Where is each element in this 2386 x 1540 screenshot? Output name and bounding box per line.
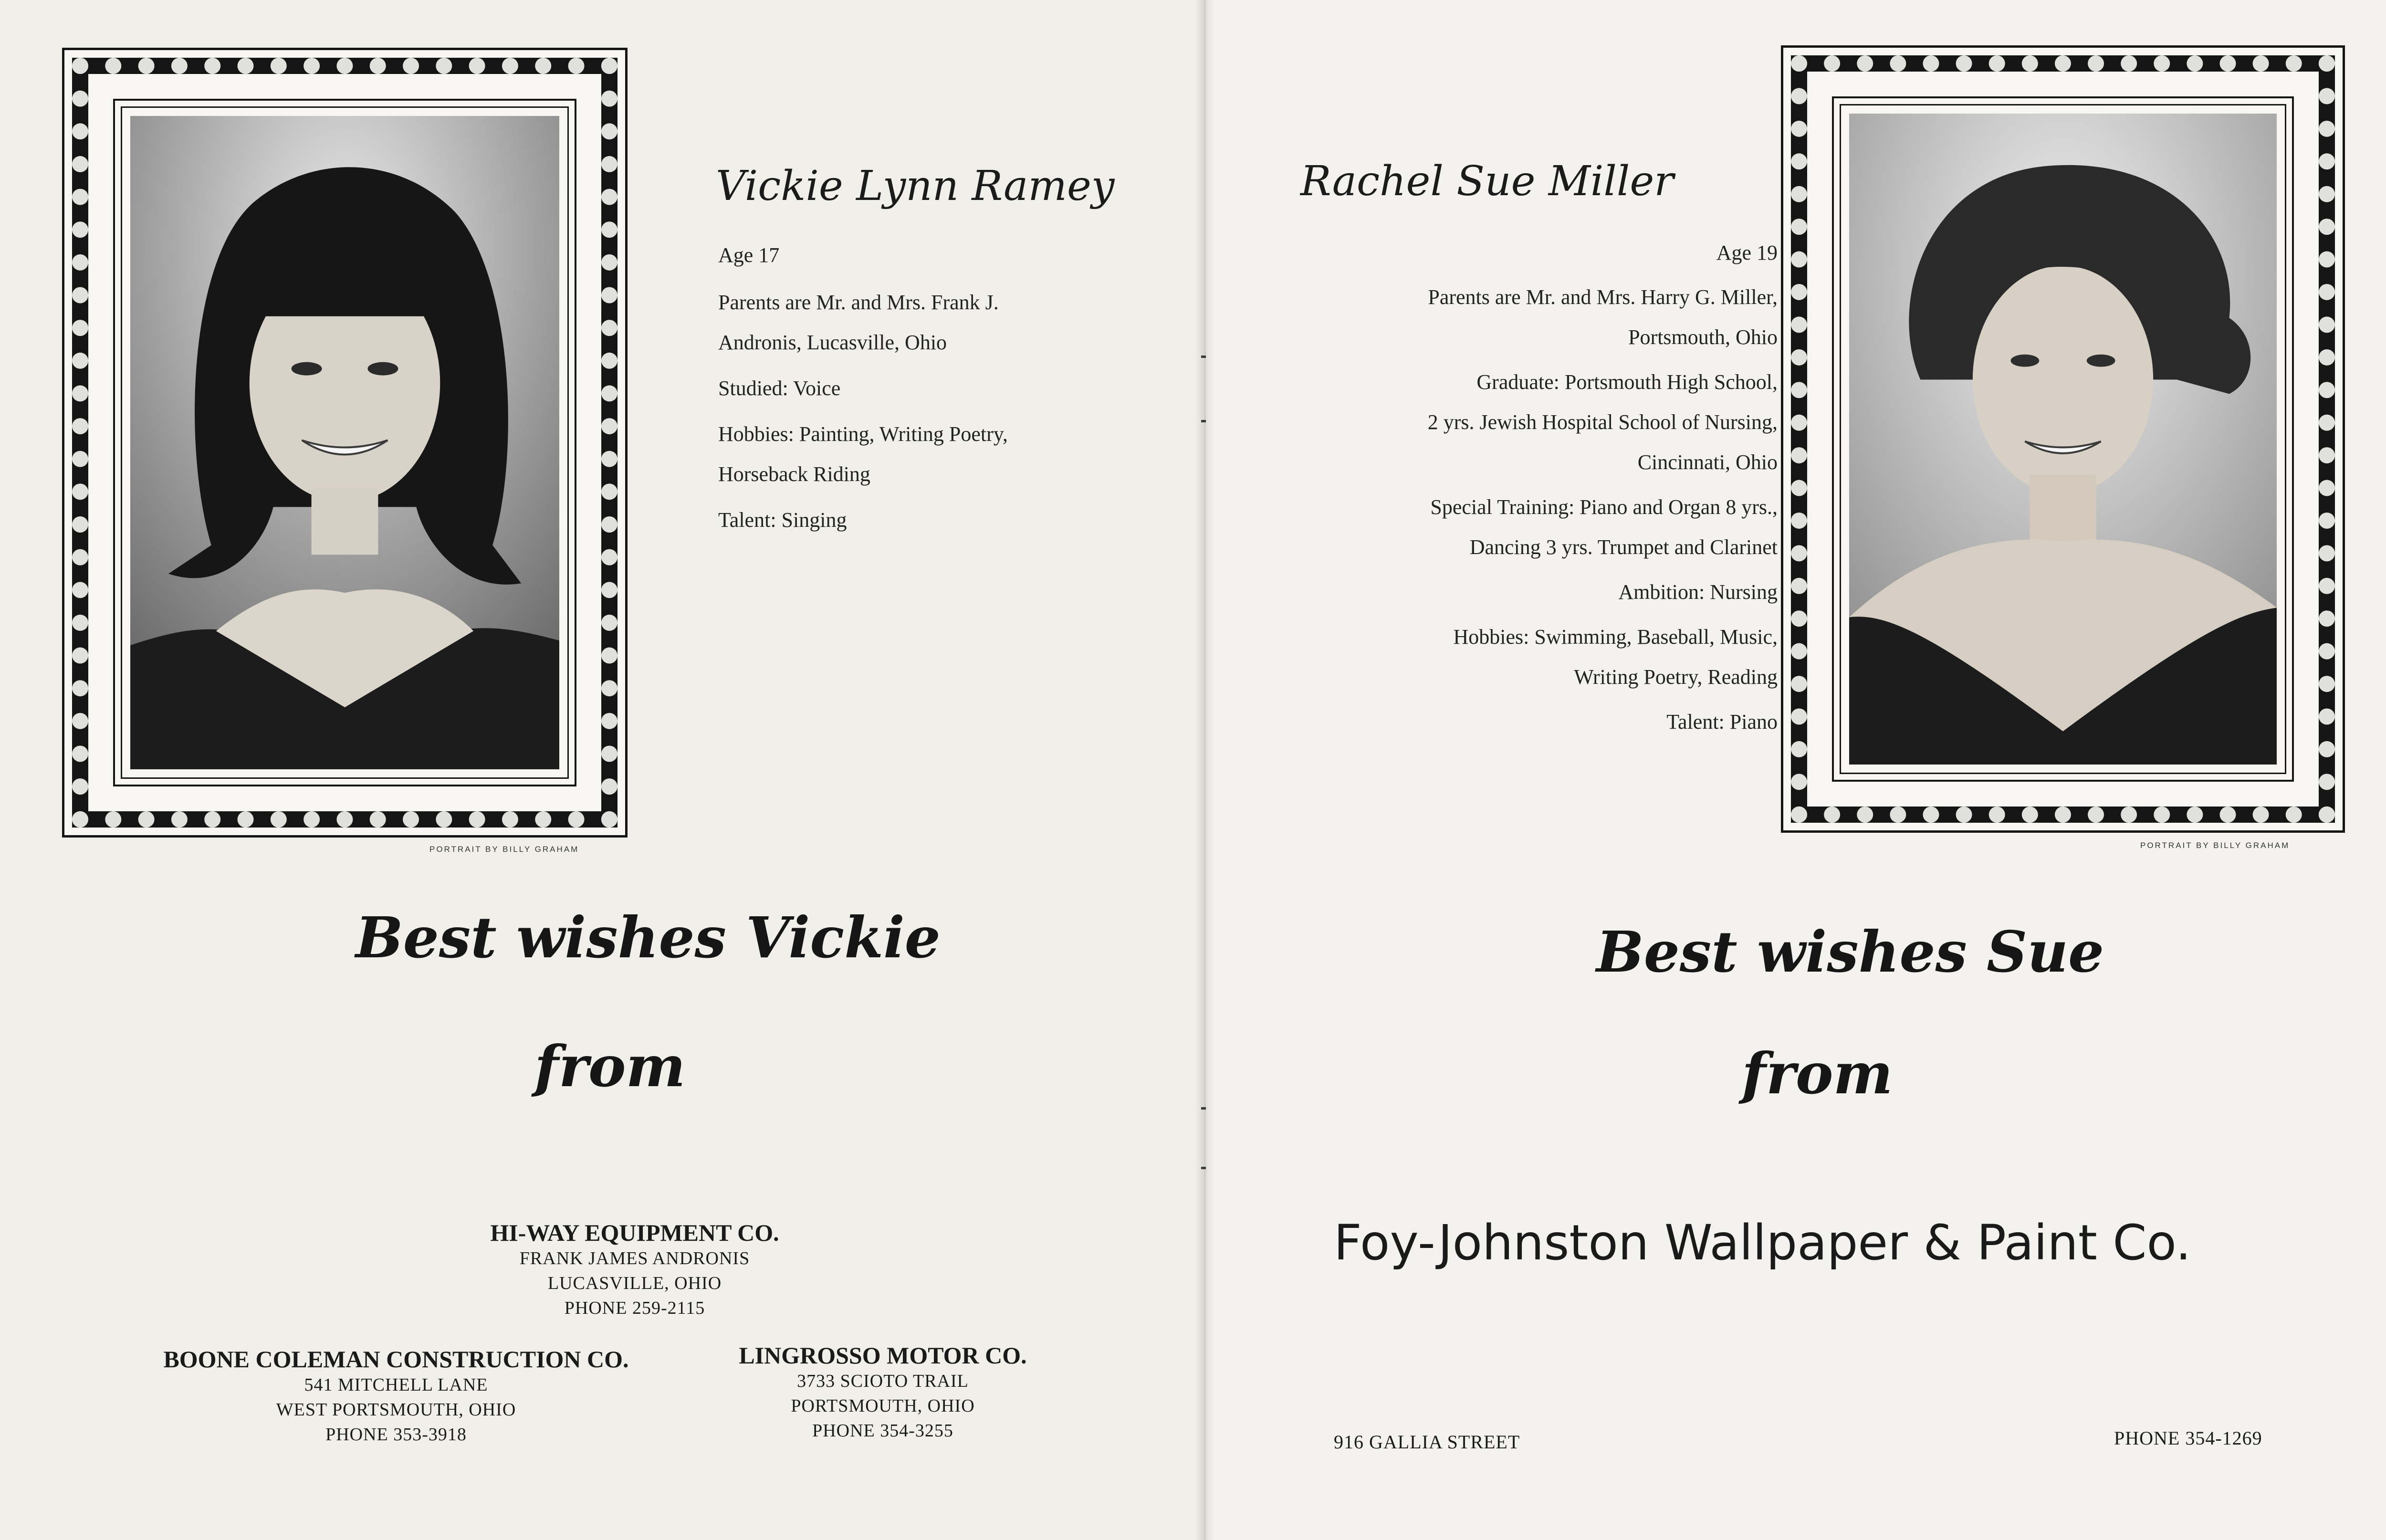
sponsor-line: PHONE 353-3918: [325, 1425, 467, 1445]
sponsor-line: 541 MITCHELL LANE: [304, 1375, 488, 1395]
contestant-name-right: Rachel Sue Miller: [1300, 157, 1674, 205]
portrait-vickie-icon: [130, 116, 559, 769]
bio-line: Hobbies: Painting, Writing Poetry,: [718, 422, 1008, 446]
age-right: Age 19: [1716, 241, 1778, 264]
photo-credit-left: PORTRAIT BY BILLY GRAHAM: [429, 845, 579, 854]
sponsor-hiway: [420, 1219, 849, 1320]
bio-line: Cincinnati, Ohio: [1637, 450, 1778, 474]
portrait-photo-icon: [1849, 114, 2277, 765]
sponsor-line: 3733 SCIOTO TRAIL: [797, 1371, 969, 1391]
age-left: Age 17: [718, 243, 780, 267]
best-wishes-left: Best wishes Vickie: [356, 904, 941, 971]
bio-line: Horseback Riding: [718, 462, 870, 486]
staple-icon: [1201, 356, 1206, 358]
sponsor-line: FRANK JAMES ANDRONIS: [519, 1248, 750, 1268]
bio-line: Hobbies: Swimming, Baseball, Music,: [1453, 625, 1778, 649]
bio-line: Andronis, Lucasville, Ohio: [718, 331, 947, 354]
best-wishes-right: Best wishes Sue: [1596, 919, 2104, 985]
bio-line: Dancing 3 yrs. Trumpet and Clarinet: [1469, 535, 1778, 559]
bio-line: Writing Poetry, Reading: [1574, 665, 1778, 689]
from-left: from: [534, 1033, 686, 1100]
portrait-rachel-icon: [1849, 114, 2277, 765]
sponsor-line: PHONE 354-3255: [812, 1421, 953, 1441]
portrait-frame-right: [1781, 45, 2345, 833]
sponsor-name: LINGROSSO MOTOR CO.: [739, 1342, 1027, 1369]
bio-line: Graduate: Portsmouth High School,: [1476, 370, 1778, 394]
sponsor-line: PHONE 259-2115: [564, 1298, 705, 1318]
staple-icon: [1201, 1167, 1206, 1169]
staple-icon: [1201, 420, 1206, 422]
contestant-name-left: Vickie Lynn Ramey: [716, 162, 1115, 210]
sponsor-name: BOONE COLEMAN CONSTRUCTION CO.: [163, 1346, 629, 1372]
sponsor-name: HI-WAY EQUIPMENT CO.: [490, 1219, 779, 1246]
sponsor-lingrosso: [673, 1342, 1093, 1443]
book-gutter: [1195, 0, 1214, 1540]
bio-line: 2 yrs. Jewish Hospital School of Nursing,: [1427, 410, 1778, 434]
bio-line: Studied: Voice: [718, 377, 841, 400]
contestant-bio-right: [1253, 231, 1778, 742]
staple-icon: [1201, 1107, 1206, 1110]
from-right: from: [1742, 1040, 1893, 1107]
right-page: [1205, 0, 2386, 1540]
sponsor-address: 916 GALLIA STREET: [1334, 1431, 1520, 1453]
bio-line: Talent: Piano: [1666, 710, 1778, 733]
bio-line: Talent: Singing: [718, 508, 847, 532]
sponsor-line: WEST PORTSMOUTH, OHIO: [276, 1400, 516, 1420]
sponsor-line: LUCASVILLE, OHIO: [547, 1273, 722, 1293]
bio-line: Ambition: Nursing: [1618, 580, 1778, 604]
contestant-bio-left: [718, 234, 1008, 540]
sponsor-line: PORTSMOUTH, OHIO: [791, 1396, 975, 1416]
sponsor-foy-johnston: Foy-Johnston Wallpaper & Paint Co.: [1334, 1215, 2191, 1271]
portrait-frame-left: [62, 48, 628, 838]
bio-line: Parents are Mr. and Mrs. Harry G. Miller,: [1428, 285, 1778, 309]
photo-credit-right: PORTRAIT BY BILLY GRAHAM: [2140, 841, 2290, 850]
bio-line: Special Training: Piano and Organ 8 yrs.,: [1430, 495, 1778, 519]
sponsor-boone: [134, 1346, 659, 1447]
bio-line: Portsmouth, Ohio: [1628, 325, 1778, 349]
portrait-photo-icon: [130, 116, 559, 769]
bio-line: Parents are Mr. and Mrs. Frank J.: [718, 291, 999, 314]
sponsor-phone: PHONE 354-1269: [2114, 1427, 2262, 1449]
